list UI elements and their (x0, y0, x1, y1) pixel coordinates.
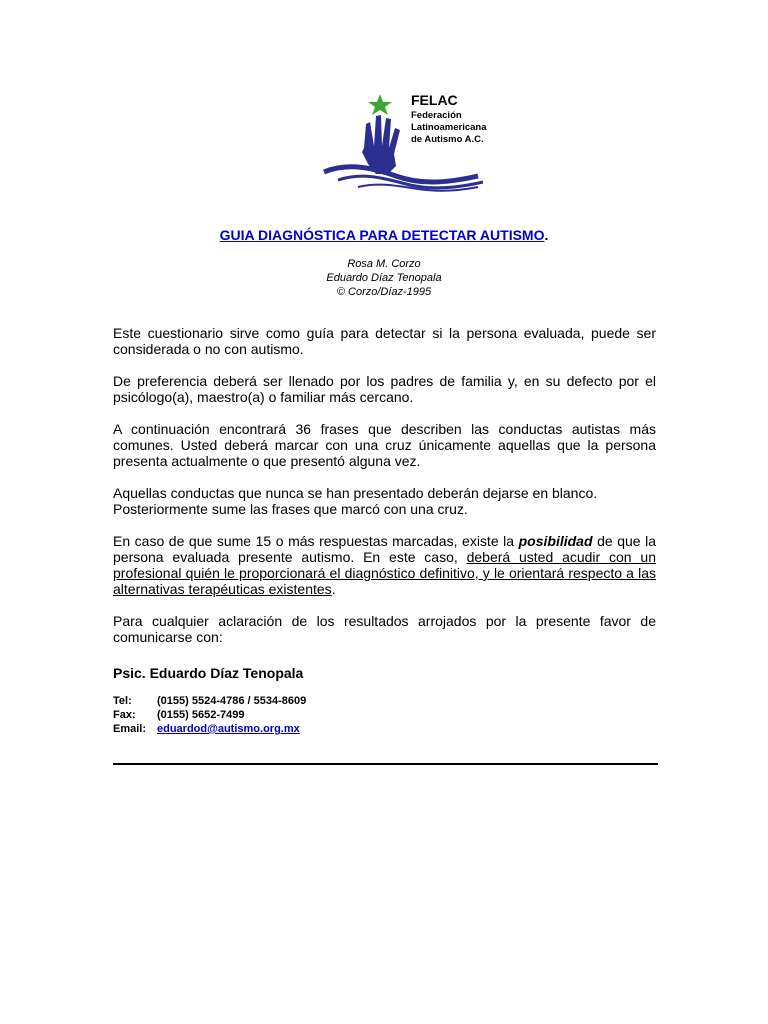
logo-text (411, 92, 487, 146)
document-title-text: GUIA DIAGNÓSTICA PARA DETECTAR AUTISMO (219, 227, 545, 243)
document-title (0, 227, 768, 243)
email-label: Email: (113, 723, 147, 735)
paragraph-4 (113, 485, 656, 517)
emphasis-posibilidad: posibilidad (518, 533, 593, 549)
authors-block (0, 257, 768, 299)
paragraph-3: A continuación encontrará 36 frases que describen las conductas autistas más comunes. Usted deberá marcar con una cruz únicamente aquellas que la persona presenta actualmente o que presentó alguna vez. (113, 421, 656, 469)
document-title-suffix: . (544, 227, 549, 243)
paragraph-5-start: En caso de que sume 15 o más respuestas marcadas, existe la (113, 533, 519, 549)
tel-row (113, 694, 306, 708)
logo-line-2: Latinoamericana (411, 122, 487, 133)
logo-line-3: de Autismo A.C. (411, 134, 484, 145)
contact-details (113, 694, 306, 736)
copyright: © Corzo/Díaz-1995 (336, 286, 432, 298)
tel-value: (0155) 5524-4786 / 5534-8609 (157, 695, 307, 707)
paragraph-5 (113, 533, 656, 597)
fax-row (113, 708, 306, 722)
email-link[interactable]: eduardod@autismo.org.mx (157, 723, 300, 735)
hand-icon (362, 115, 400, 174)
bottom-divider (113, 763, 658, 765)
paragraph-4-line-2: Posteriormente sume las frases que marcó con una cruz. (113, 501, 468, 517)
author-2: Eduardo Díaz Tenopala (326, 272, 442, 284)
paragraph-2: De preferencia deberá ser llenado por los padres de familia y, en su defecto por el psicólogo(a), maestro(a) o familiar más cercano. (113, 373, 656, 405)
star-icon (368, 94, 392, 115)
felac-logo (318, 88, 498, 193)
author-1: Rosa M. Corzo (347, 258, 421, 270)
fax-label: Fax: (113, 709, 136, 721)
paragraph-5-end: . (331, 581, 336, 597)
paragraph-5-middle: de que la persona evaluada presente autismo. En este caso, (113, 533, 657, 565)
tel-label: Tel: (113, 695, 132, 707)
paragraph-5-underlined: deberá usted acudir con un profesional quién le proporcionará el diagnóstico definitivo, y le orientará respecto a las alternativas terapéuticas existentes (113, 549, 656, 597)
email-row (113, 722, 306, 736)
wave-icon (324, 167, 478, 182)
contact-name: Psic. Eduardo Díaz Tenopala (113, 665, 304, 681)
paragraph-1: Este cuestionario sirve como guía para detectar si la persona evaluada, puede ser considerada o no con autismo. (113, 325, 656, 357)
logo-title: FELAC (411, 92, 458, 108)
paragraph-6: Para cualquier aclaración de los resultados arrojados por la presente favor de comunicarse con: (113, 613, 656, 645)
paragraph-4-line-1: Aquellas conductas que nunca se han presentado deberán dejarse en blanco. (113, 485, 598, 501)
fax-value: (0155) 5652-7499 (157, 709, 245, 721)
body-text (113, 325, 656, 661)
logo-line-1: Federación (411, 110, 462, 121)
